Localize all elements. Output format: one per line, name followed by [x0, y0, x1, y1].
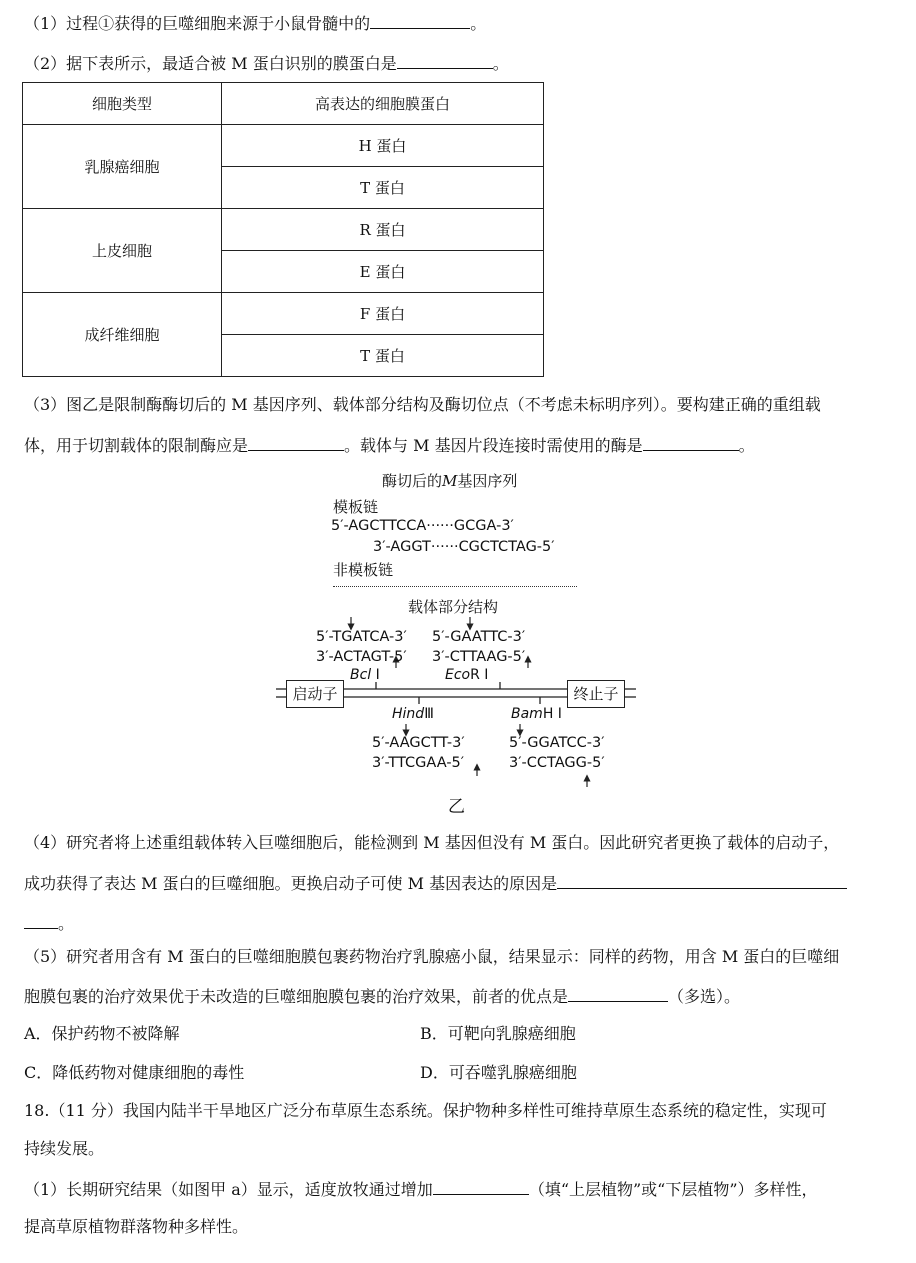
- question-3-text-b: 。载体与 M 基因片段连接时需使用的酶是: [344, 436, 643, 455]
- question-18-line-1: 18.（11 分）我国内陆半干旱地区广泛分布草原生态系统。保护物种多样性可维持草原生态系统的稳定性，实现可: [24, 1101, 827, 1120]
- question-3-text-a: 体，用于切割载体的限制酶应是: [24, 436, 249, 455]
- hind-enzyme-label: HindⅢ: [392, 706, 434, 722]
- table-cell-type: 乳腺癌细胞: [23, 125, 222, 209]
- m-gene-seq-bottom: 3′-AGGT······CGCTCTAG-5′: [373, 539, 555, 555]
- option-c[interactable]: C．降低药物对健康细胞的毒性: [24, 1063, 245, 1082]
- figure-caption: 乙: [448, 797, 465, 817]
- question-2-end: 。: [492, 54, 509, 73]
- answer-blank-4b[interactable]: [24, 912, 58, 929]
- question-5-text: 胞膜包裹的治疗效果优于未改造的巨噬细胞膜包裹的治疗效果，前者的优点是: [24, 987, 569, 1006]
- table-cell-protein: E 蛋白: [222, 251, 544, 293]
- table-header-protein: 高表达的细胞膜蛋白: [222, 83, 544, 125]
- table-cell-protein: H 蛋白: [222, 125, 544, 167]
- bam-seq-bottom: 3′-CCTAGG-5′: [509, 755, 605, 771]
- question-4-line-3: [24, 912, 74, 935]
- promoter-box: 启动子: [286, 680, 344, 708]
- bcl-seq-bottom: 3′-ACTAGT-5′: [316, 649, 407, 665]
- question-4-line-2: [24, 872, 847, 895]
- eco-enzyme-label: EcoR Ⅰ: [445, 667, 489, 683]
- option-d[interactable]: D．可吞噬乳腺癌细胞: [420, 1063, 577, 1082]
- question-18-sub-1-text-a: （1）长期研究结果（如图甲 a）显示，适度放牧通过增加: [24, 1180, 433, 1199]
- hind-seq-bottom: 3′-TTCGAA-5′: [372, 755, 465, 771]
- nontemplate-strand-label: 非模板链: [333, 561, 394, 579]
- figure-title: 酶切后的M基因序列: [382, 472, 518, 490]
- answer-blank-5[interactable]: [568, 985, 668, 1002]
- question-18-line-2: 持续发展。: [24, 1139, 105, 1158]
- table-cell-protein: F 蛋白: [222, 293, 544, 335]
- answer-blank-4a[interactable]: [557, 872, 847, 889]
- question-3-line-1: （3）图乙是限制酶酶切后的 M 基因序列、载体部分结构及酶切位点（不考虑未标明序列）。要构建正确的重组载: [24, 395, 821, 414]
- table-cell-type: 上皮细胞: [23, 209, 222, 293]
- option-b[interactable]: B．可靶向乳腺癌细胞: [420, 1024, 576, 1043]
- question-5-line-1: （5）研究者用含有 M 蛋白的巨噬细胞膜包裹药物治疗乳腺癌小鼠，结果显示：同样的药物，用含 M 蛋白的巨噬细: [24, 947, 840, 966]
- terminator-box: 终止子: [567, 680, 625, 708]
- table-cell-protein: R 蛋白: [222, 209, 544, 251]
- question-1-text: （1）过程①获得的巨噬细胞来源于小鼠骨髓中的: [24, 14, 371, 33]
- table-header-cell-type: 细胞类型: [23, 83, 222, 125]
- question-5-line-2: [24, 985, 740, 1008]
- question-18-sub-1: [24, 1178, 818, 1201]
- table-cell-type: 成纤维细胞: [23, 293, 222, 377]
- question-4-line-1: （4）研究者将上述重组载体转入巨噬细胞后，能检测到 M 基因但没有 M 蛋白。因此研究者更换了载体的启动子，: [24, 833, 840, 852]
- question-18-sub-1-line-2: 提高草原植物群落物种多样性。: [24, 1217, 249, 1236]
- hind-seq-top: 5′-AAGCTT-3′: [372, 735, 465, 751]
- bam-enzyme-label: BamH Ⅰ: [511, 706, 562, 722]
- table-cell-protein: T 蛋白: [222, 167, 544, 209]
- question-2-text: （2）据下表所示，最适合被 M 蛋白识别的膜蛋白是: [24, 54, 397, 73]
- bcl-seq-top: 5′-TGATCA-3′: [316, 629, 407, 645]
- question-18-sub-1-text-b: （填“上层植物”或“下层植物”）多样性，: [528, 1180, 818, 1199]
- answer-blank-18-1[interactable]: [433, 1178, 529, 1195]
- table-cell-protein: T 蛋白: [222, 335, 544, 377]
- bam-seq-top: 5′-GGATCC-3′: [509, 735, 605, 751]
- m-gene-seq-top: 5′-AGCTTCCA······GCGA-3′: [331, 518, 514, 534]
- template-strand-label: 模板链: [333, 498, 379, 516]
- question-4-end: 。: [58, 914, 75, 933]
- question-3-text-c: 。: [738, 436, 755, 455]
- eco-seq-bottom: 3′-CTTAAG-5′: [432, 649, 526, 665]
- vector-structure-title: 载体部分结构: [408, 598, 499, 616]
- question-1-end: 。: [470, 14, 487, 33]
- question-4-text: 成功获得了表达 M 蛋白的巨噬细胞。更换启动子可使 M 基因表达的原因是: [24, 874, 558, 893]
- eco-seq-top: 5′-GAATTC-3′: [432, 629, 526, 645]
- option-a[interactable]: A．保护药物不被降解: [24, 1024, 180, 1043]
- question-5-multi: （多选）。: [668, 987, 741, 1006]
- bcl-enzyme-label: Bcl Ⅰ: [350, 667, 380, 683]
